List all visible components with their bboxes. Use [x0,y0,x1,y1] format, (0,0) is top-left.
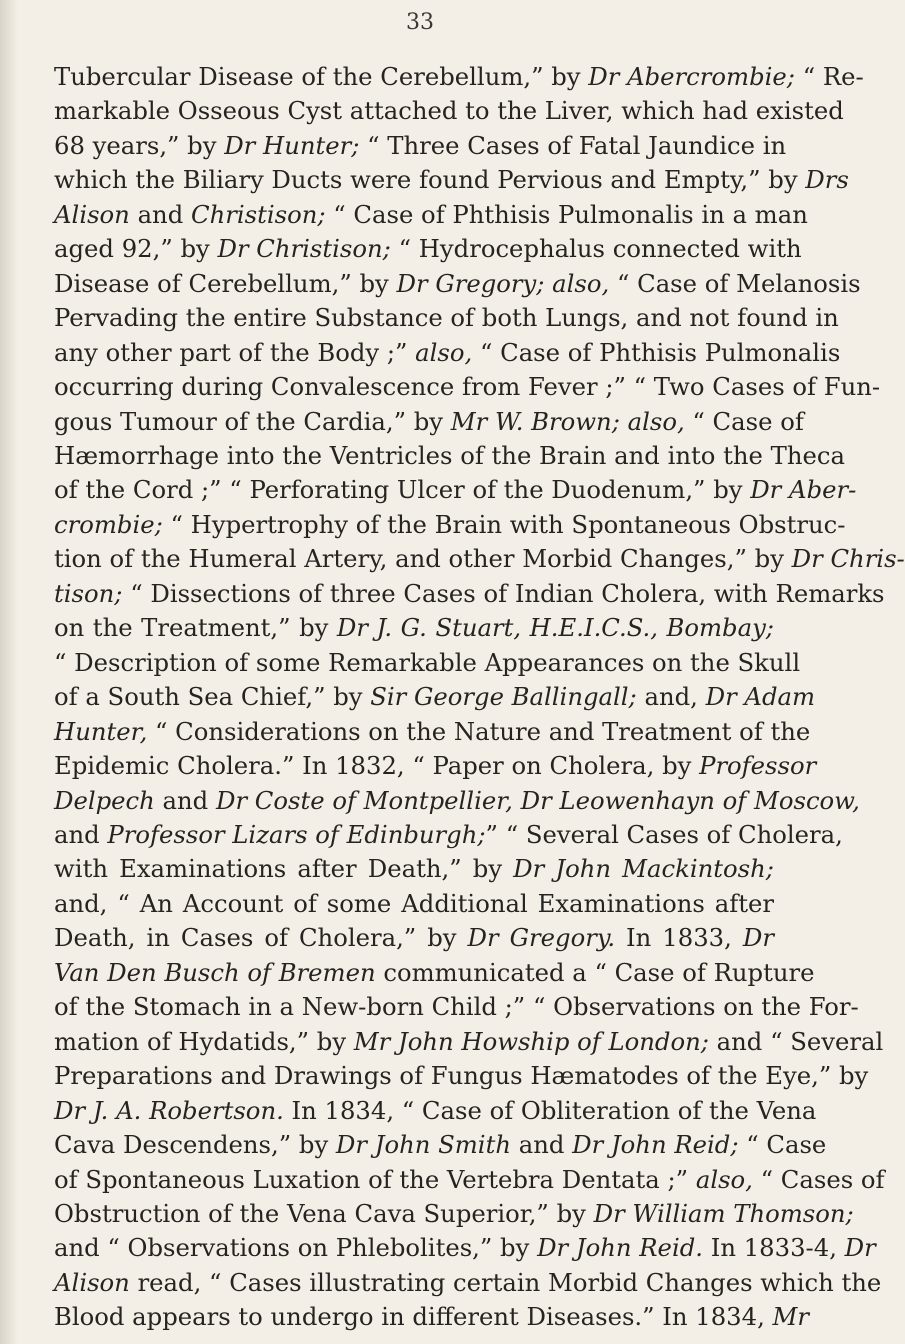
text-line: Pervading the entire Substance of both Lungs, and not found in [54,303,839,333]
text-line: tison; “ Dissections of three Cases of Indian Cholera, with Remarks [54,578,885,608]
text-line: Alison read, “ Cases illustrating certain Morbid Changes which the [54,1267,882,1297]
text-line: Epidemic Cholera.” In 1832, “ Paper on Cholera, by Professor [54,751,817,781]
text-line: Dr J. A. Robertson. In 1834, “ Case of Obliteration of the Vena [54,1095,817,1125]
text-line: Cava Descendens,” by Dr John Smith and Dr John Reid; “ Case [54,1130,827,1160]
text-line: markable Osseous Cyst attached to the Liver, which had existed [54,96,844,126]
text-line: crombie; “ Hypertrophy of the Brain with Spontaneous Obstruc- [54,509,846,539]
body-paragraph [54,60,905,1335]
text-line: of the Stomach in a New-born Child ;” “ Observations on the For- [54,992,859,1022]
text-line: and Professor Lizars of Edinburgh;” “ Several Cases of Cholera, [54,819,843,849]
text-line: with Examinations after Death,” by Dr John Mackintosh; [54,854,774,884]
text-line: aged 92,” by Dr Christison; “ Hydrocephalus connected with [54,234,802,264]
text-line: of a South Sea Chief,” by Sir George Ballingall; and, Dr Adam [54,682,816,712]
page-edge-shadow [0,0,18,1344]
text-line: “ Description of some Remarkable Appearances on the Skull [54,647,801,677]
text-line: Blood appears to undergo in different Diseases.” In 1834, Mr [54,1302,810,1332]
text-line: and “ Observations on Phlebolites,” by Dr John Reid. In 1833-4, Dr [54,1233,876,1263]
text-line: Death, in Cases of Cholera,” by Dr Gregory. In 1833, Dr [54,923,774,953]
text-line: of the Cord ;” “ Perforating Ulcer of the Duodenum,” by Dr Aber- [54,475,857,505]
text-line: Alison and Christison; “ Case of Phthisis Pulmonalis in a man [54,199,808,229]
text-line: Preparations and Drawings of Fungus Hæmatodes of the Eye,” by [54,1061,869,1091]
text-line: Hunter, “ Considerations on the Nature and Treatment of the [54,716,811,746]
text-line: and, “ An Account of some Additional Examinations after [54,888,774,918]
text-line: 68 years,” by Dr Hunter; “ Three Cases of Fatal Jaundice in [54,130,787,160]
text-line: Delpech and Dr Coste of Montpellier, Dr Leowenhayn of Moscow, [54,785,860,815]
text-line: of Spontaneous Luxation of the Vertebra Dentata ;” also, “ Cases of [54,1164,885,1194]
text-line: mation of Hydatids,” by Mr John Howship of London; and “ Several [54,1026,884,1056]
text-line: Van Den Busch of Bremen communicated a “ Case of Rupture [54,957,815,987]
text-line: which the Biliary Ducts were found Pervious and Empty,” by Drs [54,165,849,195]
text-line: Obstruction of the Vena Cava Superior,” by Dr William Thomson; [54,1198,854,1228]
text-line: occurring during Convalescence from Fever ;” “ Two Cases of Fun- [54,372,881,402]
text-line: tion of the Humeral Artery, and other Morbid Changes,” by Dr Chris- [54,544,905,574]
text-line: any other part of the Body ;” also, “ Case of Phthisis Pulmonalis [54,337,841,367]
text-line: gous Tumour of the Cardia,” by Mr W. Brown; also, “ Case of [54,406,804,436]
text-line: Tubercular Disease of the Cerebellum,” by Dr Abercrombie; “ Re- [54,62,864,91]
page-number: 33 [406,10,434,35]
text-line: on the Treatment,” by Dr J. G. Stuart, H.E.I.C.S., Bombay; [54,613,774,643]
text-line: Hæmorrhage into the Ventricles of the Brain and into the Theca [54,440,845,470]
text-line: Disease of Cerebellum,” by Dr Gregory; also, “ Case of Melanosis [54,268,861,298]
